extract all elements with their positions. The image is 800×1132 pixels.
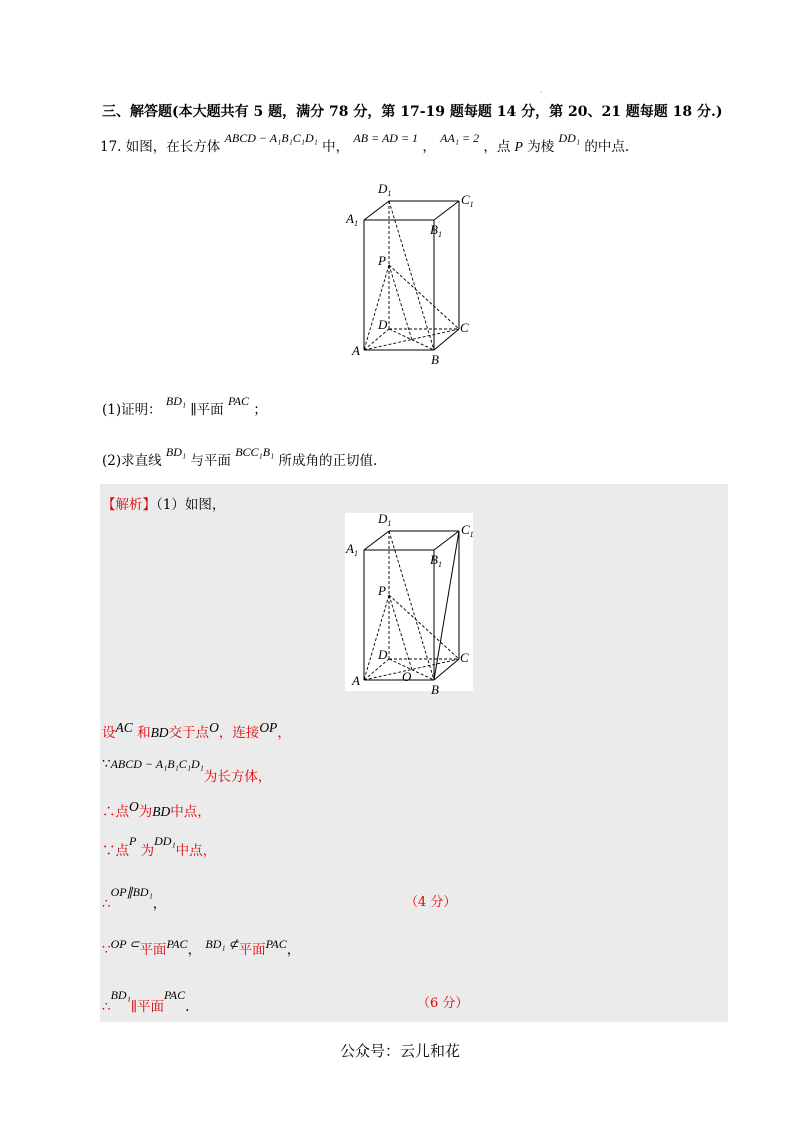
label-b1: $B_1$	[430, 222, 442, 239]
label-b: B	[431, 352, 439, 367]
solution-line-4	[102, 834, 217, 859]
cuboid-figure	[340, 178, 480, 368]
solution-line-7	[102, 983, 190, 1015]
text: 平面	[139, 942, 167, 958]
math-dd1: DD₁	[154, 834, 176, 848]
text: ∴点	[102, 804, 129, 820]
text: ，	[187, 942, 202, 958]
part2-mid: 与平面	[190, 453, 231, 469]
condition-aa1: AA₁ = 2	[440, 131, 480, 145]
text: ∵点	[102, 843, 129, 859]
solution-cuboid-figure	[340, 508, 480, 698]
therefore-symbol: ∴	[102, 999, 111, 1015]
math-p: P	[129, 834, 137, 848]
text: 为	[140, 843, 155, 859]
question-lead: 如图，在长方体	[125, 139, 221, 155]
therefore-symbol: ∴	[102, 896, 111, 912]
point-p: P	[514, 139, 523, 154]
text: 为长方体，	[203, 769, 272, 785]
solution-line-6	[102, 932, 301, 958]
math-pac: PAC	[265, 937, 287, 951]
text: ∥平面	[130, 999, 165, 1015]
score-4: （4 分）	[405, 895, 457, 910]
label-c: C	[460, 650, 469, 665]
text: ，	[152, 896, 167, 912]
part1-prefix: (1)证明：	[102, 402, 162, 418]
math-o: O	[129, 799, 139, 814]
solution-line-3	[102, 800, 211, 820]
text: .	[185, 999, 190, 1015]
solution-intro: （1）如图，	[156, 497, 226, 513]
text: ，	[286, 942, 301, 958]
edge-text: 为棱	[527, 139, 555, 155]
condition-ab-ad: AB = AD = 1	[353, 131, 419, 145]
label-d: D	[378, 317, 388, 332]
text: 交于点	[168, 725, 210, 741]
part2-line: BD₁	[165, 445, 187, 459]
math-op: OP	[259, 720, 278, 735]
because-symbol: ∵	[102, 756, 111, 772]
label-o: O	[402, 669, 412, 684]
text: 平面	[238, 942, 266, 958]
math-pac: PAC	[166, 937, 188, 951]
label-c1: $C_1$	[461, 192, 474, 209]
text: 中点，	[170, 804, 211, 820]
label-c1: $C_1$	[461, 522, 474, 539]
math-op-subset: OP ⊂	[110, 937, 140, 951]
math-bd1: BD₁	[110, 988, 131, 1002]
text: 设	[102, 725, 116, 741]
solid-name: ABCD − A₁B₁C₁D₁	[224, 131, 318, 145]
part1-line: BD₁	[165, 394, 187, 408]
part1-plane: PAC	[227, 394, 250, 408]
text: 中点，	[175, 843, 217, 859]
part2-prefix: (2)求直线	[102, 453, 162, 469]
solution-line-5	[102, 880, 167, 912]
label-b: B	[431, 682, 439, 697]
solution-line-2	[102, 752, 272, 785]
question-tail: 的中点.	[584, 139, 630, 155]
math-pac: PAC	[164, 988, 186, 1002]
solution-line-1	[102, 721, 291, 741]
text: 和	[137, 725, 151, 741]
math-ac: AC	[115, 720, 133, 735]
score-6: （6 分）	[417, 996, 469, 1011]
label-a1: $A_1$	[346, 541, 358, 558]
separator: ，	[422, 139, 436, 155]
section-title: 三、解答题(本大题共有 5 题，满分 78 分，第 17-19 题每题 14 分，第 20、21 题每题 18 分.)	[102, 104, 723, 120]
label-p: P	[378, 583, 386, 598]
math-solid: ABCD − A₁B₁C₁D₁	[110, 757, 204, 771]
part2-end: 所成角的正切值.	[278, 453, 378, 469]
label-a: A	[352, 673, 360, 688]
label-c: C	[460, 320, 469, 335]
scan-dot: ·	[540, 88, 543, 97]
label-d1: $D_1$	[378, 181, 392, 198]
label-d: D	[378, 647, 388, 662]
solution-header	[102, 493, 225, 513]
part-2	[102, 445, 378, 469]
math-o: O	[209, 720, 219, 735]
label-a1: $A_1$	[346, 211, 358, 228]
label-d1: $D_1$	[378, 511, 392, 528]
label-b1: $B_1$	[430, 552, 442, 569]
text: ，连接	[218, 725, 260, 741]
math-bd: BD	[150, 725, 169, 740]
part1-end: ；	[253, 402, 267, 418]
question-mid: 中，	[322, 139, 350, 155]
label-p: P	[378, 253, 386, 268]
question-statement	[100, 131, 630, 155]
math-bd: BD	[152, 804, 171, 819]
math-op-parallel: OP∥BD₁	[110, 885, 153, 899]
math-bd1-not-subset: BD₁ ⊄	[205, 937, 239, 951]
label-a: A	[352, 343, 360, 358]
part1-relation: ∥平面	[190, 402, 224, 418]
part-1	[102, 394, 267, 418]
question-number: 17.	[100, 139, 122, 155]
separator: ，点	[483, 139, 511, 155]
solution-tag: 【解析】	[102, 497, 156, 513]
because-symbol: ∵	[102, 942, 111, 958]
text: ，	[277, 725, 291, 741]
part2-plane: BCC₁B₁	[235, 445, 275, 459]
edge-dd1: DD₁	[558, 131, 581, 145]
footer-text: 公众号：云儿和花	[339, 1042, 460, 1060]
text: 为	[138, 804, 153, 820]
